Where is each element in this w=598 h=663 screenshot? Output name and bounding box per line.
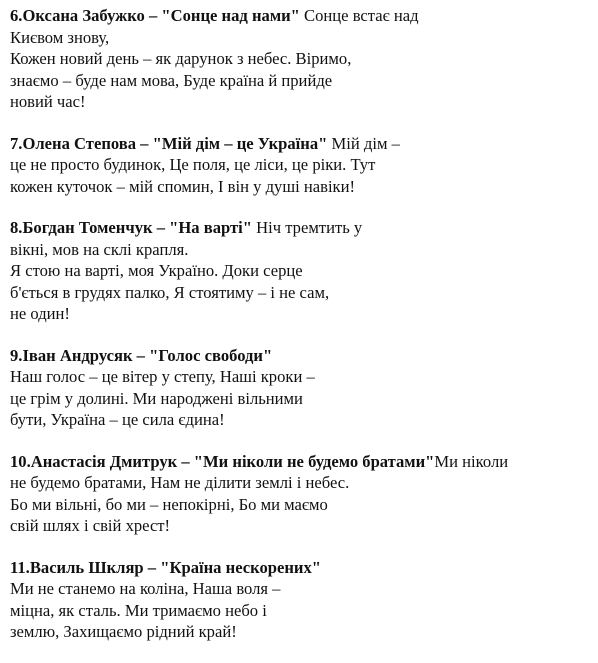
poem-line: знаємо – буде нам мова, Буде країна й прийде	[10, 70, 333, 90]
poem-heading: 6.Оксана Забужко – "Сонце над нами"	[10, 6, 300, 25]
poem-line: не будемо братами, Нам не ділити землі і небес.	[10, 473, 350, 492]
poem-entry	[10, 557, 596, 643]
poem-heading: 10.Анастасія Дмитрук – "Ми ніколи не будемо братами"	[10, 451, 435, 471]
poem-line: свій шлях і свій хрест!	[10, 516, 171, 535]
poem-first-line	[10, 345, 596, 367]
poem-line: землю, Захищаємо рідний край!	[10, 622, 237, 641]
poem-line: новий час!	[10, 92, 86, 111]
poem-first-line	[10, 217, 596, 239]
poem-line: це грім у долині. Ми народжені вільними	[10, 388, 303, 408]
poem-first-line	[10, 557, 596, 579]
poem-first-line	[10, 133, 596, 155]
poem-line: б'ється в грудях палко, Я стоятиму – і не сам,	[10, 282, 330, 302]
poem-line: Я стою на варті, моя Україно. Доки серце	[10, 261, 303, 280]
poem-entry	[10, 133, 596, 198]
poem-line: Києвом знову,	[10, 27, 110, 47]
poem-list	[10, 5, 596, 663]
poem-heading: 9.Іван Андрусяк – "Голос свободи"	[10, 345, 273, 365]
poem-line: бути, Україна – це сила єдина!	[10, 410, 225, 429]
poem-first-line	[10, 5, 596, 27]
poem-line: міцна, як сталь. Ми тримаємо небо і	[10, 600, 267, 620]
poem-line: не один!	[10, 304, 70, 323]
poem-line: Наш голос – це вітер у степу, Наші кроки –	[10, 367, 315, 386]
poem-heading: 11.Василь Шкляр – "Країна нескорених"	[10, 557, 321, 577]
poem-entry	[10, 451, 596, 537]
poem-line: це не просто будинок, Це поля, це ліси, це ріки. Тут	[10, 155, 376, 174]
poem-text: Сонце встає над	[299, 6, 419, 25]
poem-heading: 7.Олена Степова – "Мій дім – це Україна"	[10, 133, 328, 153]
poem-text: Мій дім –	[327, 133, 400, 153]
poem-line: Бо ми вільні, бо ми – непокірні, Бо ми маємо	[10, 494, 328, 514]
poem-entry	[10, 345, 596, 431]
poem-entry	[10, 5, 596, 113]
poem-entry	[10, 217, 596, 325]
poem-text: Ніч тремтить у	[251, 218, 363, 237]
poem-line: кожен куточок – мій спомин, І він у душі навіки!	[10, 176, 356, 196]
poem-heading: 8.Богдан Томенчук – "На варті"	[10, 218, 252, 237]
poem-line: вікні, мов на склі крапля.	[10, 239, 189, 259]
poem-line: Ми не станемо на коліна, Наша воля –	[10, 579, 281, 598]
poem-text: Ми ніколи	[434, 451, 509, 471]
poem-line: Кожен новий день – як дарунок з небес. Віримо,	[10, 49, 352, 68]
poem-first-line	[10, 451, 596, 473]
